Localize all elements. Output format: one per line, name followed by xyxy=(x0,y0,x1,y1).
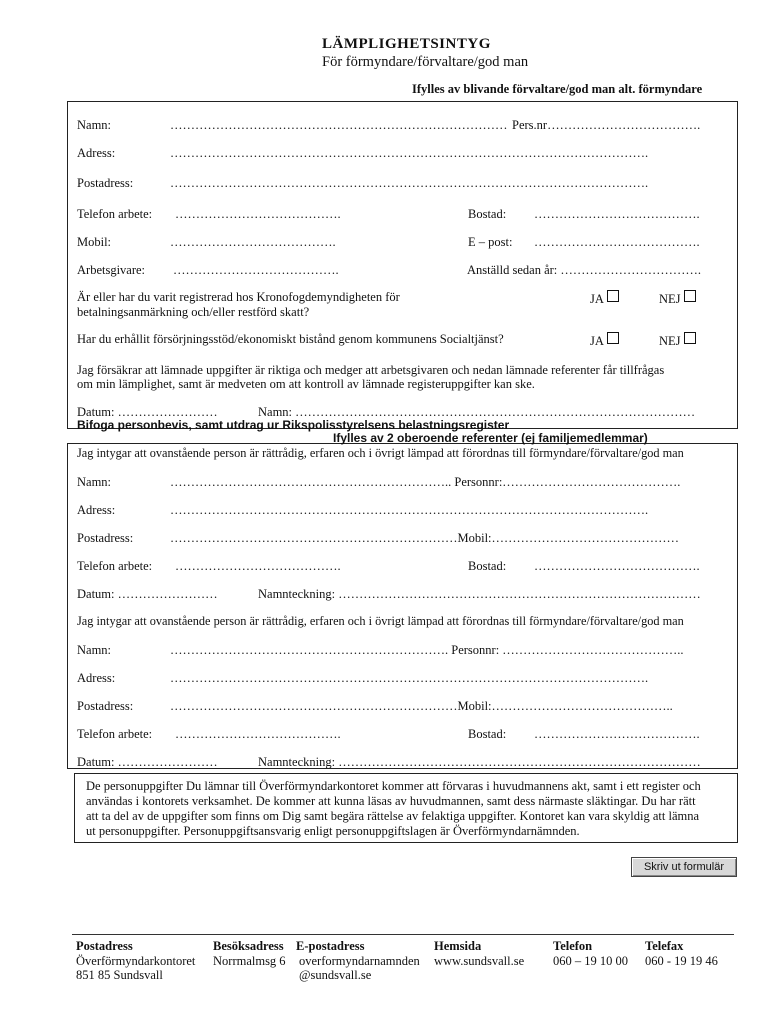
footer-email-line2: @sundsvall.se xyxy=(299,968,372,982)
reference2-home-field[interactable]: …………………………………. xyxy=(534,727,700,741)
home-phone-label: Bostad: xyxy=(468,207,507,221)
references-heading: Ifylles av 2 oberoende referenter (ej familjemedlemmar) xyxy=(333,431,648,445)
footer-divider xyxy=(72,934,734,935)
page-subtitle: För förmyndare/förvaltare/god man xyxy=(322,54,529,70)
reference1-phone-work-field[interactable]: …………………………………. xyxy=(175,559,341,573)
postaddress-label: Postadress: xyxy=(77,176,134,190)
footer-postaddress-line1: Överförmyndarkontoret xyxy=(76,954,196,968)
fill-note: Ifylles av blivande förvaltare/god man alt. förmyndare xyxy=(412,82,703,96)
footer-phone-line1: 060 – 19 10 00 xyxy=(553,954,628,968)
privacy-line3: att ta del av de uppgifter som finns om Dig samt begära rättelse av felaktiga uppgifter. Kontoret kan vara skyldig att lämna xyxy=(86,809,700,823)
reference2-date-field[interactable]: Datum: …………………… xyxy=(77,755,218,769)
reference2-address-label: Adress: xyxy=(77,671,116,685)
reference2-statement: Jag intygar att ovanstående person är rättrådig, erfaren och i övrigt lämpad att förordnas till förmyndare/förvaltare/god man xyxy=(77,614,684,628)
page-title: LÄMPLIGHETSINTYG xyxy=(322,36,491,52)
employer-field[interactable]: …………………………………. xyxy=(173,263,339,277)
q2-no-checkbox[interactable] xyxy=(684,332,696,344)
reference1-address-field[interactable]: ……………………………………………………………………………………………………. xyxy=(170,503,649,517)
footer-fax-line1: 060 - 19 19 46 xyxy=(645,954,718,968)
footer-email-heading: E-postadress xyxy=(296,939,365,953)
footer-web-link[interactable]: www.sundsvall.se xyxy=(434,954,525,968)
q1-no-option[interactable] xyxy=(659,290,696,307)
reference1-address-label: Adress: xyxy=(77,503,116,517)
assurance-line1: Jag försäkrar att lämnade uppgifter är riktiga och medger att arbetsgivaren och nedan lämnade referenter får tillfrågas xyxy=(77,363,665,377)
question-kronofogden-line1: Är eller har du varit registrerad hos Kronofogdemyndigheten för xyxy=(77,290,400,304)
email-label: E – post: xyxy=(468,235,513,249)
mobile-field[interactable]: …………………………………. xyxy=(170,235,336,249)
q1-yes-label: JA xyxy=(590,292,604,306)
references-section xyxy=(67,443,738,769)
privacy-line4: ut personuppgifter. Personuppgiftsansvarig enligt personuppgiftslagen är Överförmyndarnämnden. xyxy=(86,824,580,838)
q2-no-option[interactable] xyxy=(659,332,696,349)
reference1-name-field[interactable]: ………………………………………………………….. Personnr:……………………………………. xyxy=(170,475,681,489)
footer-fax-heading: Telefax xyxy=(645,939,684,953)
name-field[interactable]: ……………………………………………………………………… xyxy=(170,118,508,132)
q2-yes-checkbox[interactable] xyxy=(607,332,619,344)
reference1-name-label: Namn: xyxy=(77,475,112,489)
reference2-postaddress-label: Postadress: xyxy=(77,699,134,713)
footer-web-heading: Hemsida xyxy=(434,939,482,953)
employer-label: Arbetsgivare: xyxy=(77,263,146,277)
reference2-name-label: Namn: xyxy=(77,643,112,657)
q1-no-checkbox[interactable] xyxy=(684,290,696,302)
employed-since-field[interactable]: Anställd sedan år: ……………………………. xyxy=(467,263,702,277)
reference1-signature-field[interactable]: Namnteckning: …………………………………………………………………………… xyxy=(258,587,701,601)
reference2-signature-field[interactable]: Namnteckning: …………………………………………………………………………… xyxy=(258,755,701,769)
applicant-date-field[interactable]: Datum: …………………… xyxy=(77,405,218,419)
address-field[interactable]: ……………………………………………………………………………………………………. xyxy=(170,146,649,160)
reference1-postaddress-field[interactable]: ……………………………………………………………Mobil:……………………………………… xyxy=(170,531,680,545)
privacy-line2: användas i kontorets verksamhet. De kommer att kunna läsas av huvudmannen, samt dess närmaste släktingar. Du har rätt xyxy=(86,794,696,808)
phone-work-label: Telefon arbete: xyxy=(77,207,153,221)
q2-yes-label: JA xyxy=(590,334,604,348)
reference2-home-label: Bostad: xyxy=(468,727,507,741)
reference2-phone-work-field[interactable]: …………………………………. xyxy=(175,727,341,741)
mobile-label: Mobil: xyxy=(77,235,112,249)
reference1-postaddress-label: Postadress: xyxy=(77,531,134,545)
privacy-line1: De personuppgifter Du lämnar till Överförmyndarkontoret kommer att förvaras i huvudmannens akt, samt i ett register och xyxy=(86,779,701,793)
address-label: Adress: xyxy=(77,146,116,160)
reference1-date-field[interactable]: Datum: …………………… xyxy=(77,587,218,601)
footer-postaddress-heading: Postadress xyxy=(76,939,133,953)
question-kronofogden-line2: betalningsanmärkning och/eller restförd skatt? xyxy=(77,305,310,319)
home-phone-field[interactable]: …………………………………. xyxy=(534,207,700,221)
reference1-home-label: Bostad: xyxy=(468,559,507,573)
q1-yes-option[interactable] xyxy=(590,290,619,307)
q1-yes-checkbox[interactable] xyxy=(607,290,619,302)
footer-postaddress-line2: 851 85 Sundsvall xyxy=(76,968,163,982)
q2-yes-option[interactable] xyxy=(590,332,619,349)
q2-no-label: NEJ xyxy=(659,334,681,348)
assurance-line2: om min lämplighet, samt är medveten om att kontroll av lämnade registeruppgifter kan ske. xyxy=(77,377,535,391)
email-field[interactable]: …………………………………. xyxy=(534,235,700,249)
question-social-support: Har du erhållit försörjningsstöd/ekonomiskt bistånd genom kommunens Socialtjänst? xyxy=(77,332,504,346)
reference2-address-field[interactable]: ……………………………………………………………………………………………………. xyxy=(170,671,649,685)
persnr-field[interactable]: Pers.nr………………………………. xyxy=(512,118,701,132)
postaddress-field[interactable]: ……………………………………………………………………………………………………. xyxy=(170,176,649,190)
reference2-postaddress-field[interactable]: ……………………………………………………………Mobil:…………………………………….. xyxy=(170,699,673,713)
reference1-home-field[interactable]: …………………………………. xyxy=(534,559,700,573)
footer-email-line1: overformyndarnamnden xyxy=(299,954,420,968)
attach-note: Bifoga personbevis, samt utdrag ur Rikspolisstyrelsens belastningsregister xyxy=(77,418,510,432)
name-label: Namn: xyxy=(77,118,112,132)
applicant-name-signature-field[interactable]: Namn: …………………………………………………………………………………… xyxy=(258,405,696,419)
reference1-statement: Jag intygar att ovanstående person är rättrådig, erfaren och i övrigt lämpad att förordnas till förmyndare/förvaltare/god man xyxy=(77,446,684,460)
print-form-button[interactable]: Skriv ut formulär xyxy=(631,857,737,877)
footer-visit-heading: Besöksadress xyxy=(213,939,284,953)
reference2-phone-work-label: Telefon arbete: xyxy=(77,727,153,741)
reference1-phone-work-label: Telefon arbete: xyxy=(77,559,153,573)
reference2-name-field[interactable]: …………………………………………………………. Personnr: …………………………………….. xyxy=(170,643,684,657)
phone-work-field[interactable]: …………………………………. xyxy=(175,207,341,221)
q1-no-label: NEJ xyxy=(659,292,681,306)
footer-phone-heading: Telefon xyxy=(553,939,593,953)
footer-visit-line1: Norrmalmsg 6 xyxy=(213,954,286,968)
